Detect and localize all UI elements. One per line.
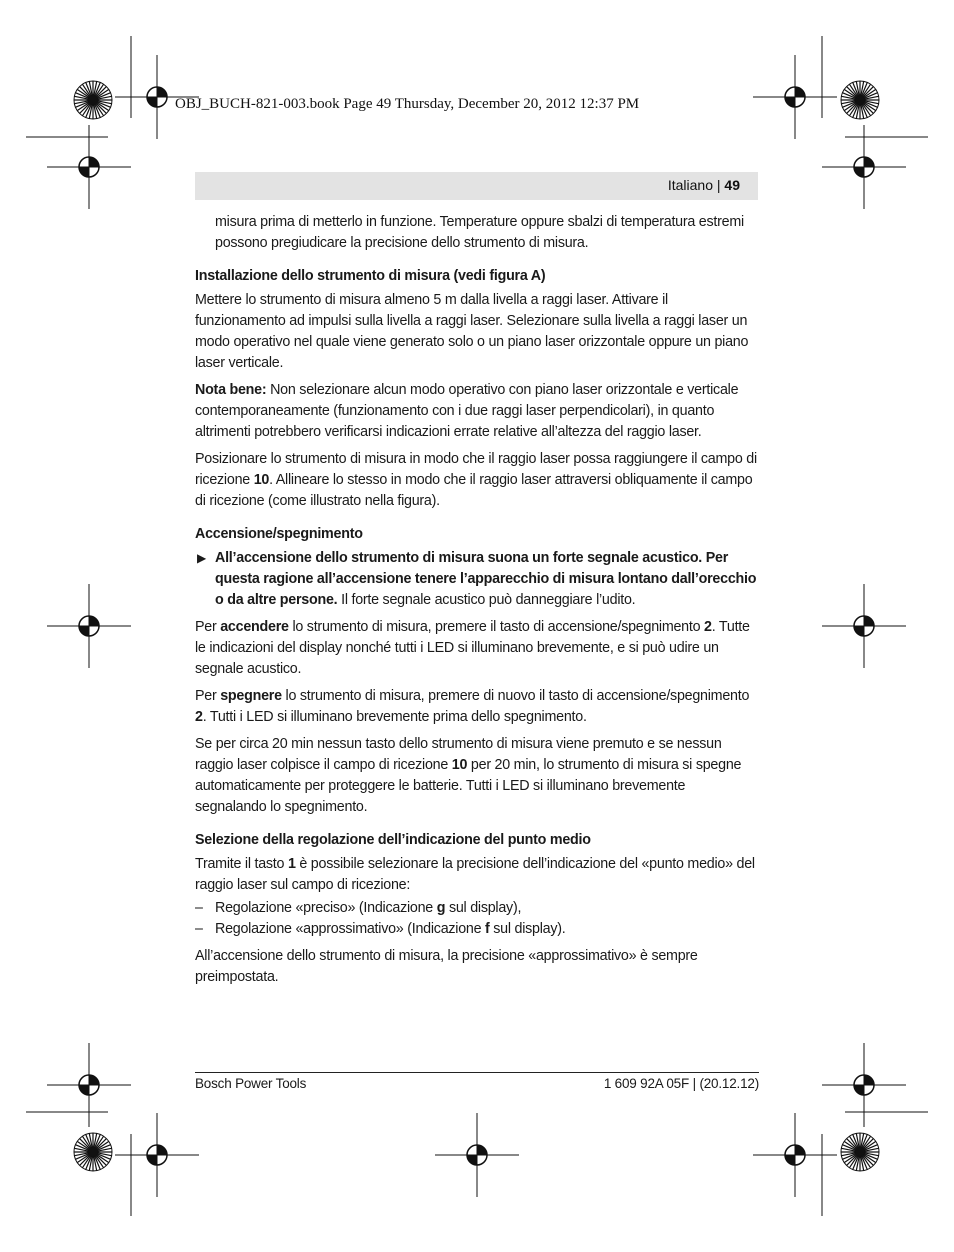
triangle-bullet-icon: ▶ [197, 551, 206, 565]
paragraph-midpoint: Tramite il tasto 1 è possibile selezionare la precisione dell’indicazione del «punto medio» del raggio laser sul campo di ricezione: [195, 856, 755, 893]
footer-divider [195, 1072, 759, 1073]
paragraph-power-off: Per spegnere lo strumento di misura, premere di nuovo il tasto di accensione/spegnimento 2. Tutti i LED si illuminano brevemente prima dello spegnimento. [195, 688, 750, 725]
section-heading-power: Accensione/spegnimento [195, 526, 363, 542]
paragraph-auto-off: Se per circa 20 min nessun tasto dello strumento di misura viene premuto e se nessun raggio laser colpisce il campo di ricezione 10 per 20 min, lo strumento di misura si spegne automaticamente per proteggere le batterie. Tutti i LED si illuminano brevemente segnalando lo spegnimento. [195, 736, 742, 815]
list-item: – Regolazione «approssimativo» (Indicazione f sul display). [195, 921, 566, 937]
note-label: Nota bene: [195, 382, 267, 398]
section-heading-installation: Installazione dello strumento di misura (vedi figura A) [195, 268, 546, 284]
paragraph-note: Nota bene: Non selezionare alcun modo operativo con piano laser orizzontale e verticale contemporaneamente (funzionamento con i due raggi laser perpendicolari), in quanto altrimenti potrebbero verificarsi indicazioni errate relative all’altezza del raggio laser. [195, 382, 739, 440]
section-heading-midpoint: Selezione della regolazione dell’indicazione del punto medio [195, 832, 591, 848]
footer-doc-number: 1 609 92A 05F | (20.12.12) [603, 1076, 759, 1091]
print-slug: OBJ_BUCH-821-003.book Page 49 Thursday, December 20, 2012 12:37 PM [175, 96, 640, 112]
header-separator: | [716, 177, 721, 193]
header-text [668, 177, 740, 193]
page-number: 49 [724, 177, 740, 193]
paragraph-default-precision: All’accensione dello strumento di misura, la precisione «approssimativo» è sempre preimpostata. [195, 948, 698, 985]
paragraph-installation: Mettere lo strumento di misura almeno 5 m dalla livella a raggi laser. Attivare il funzionamento ad impulsi sulla livella a raggi laser. Selezionare sulla livella a raggi laser un modo operativo nel quale viene generato solo o un piano laser orizzontale oppure un piano laser verticale. [195, 292, 749, 371]
paragraph-power-on: Per accendere lo strumento di misura, premere il tasto di accensione/spegnimento 2. Tutte le indicazioni del display nonché tutti i LED si illuminano brevemente, e si può udire un segnale acustico. [195, 619, 750, 677]
paragraph-positioning: Posizionare lo strumento di misura in modo che il raggio laser possa raggiungere il campo di ricezione 10. Allineare lo stesso in modo che il raggio laser attraversi obliquamente il campo di ricezione (come illustrato nella figura). [195, 451, 757, 509]
intro-paragraph: misura prima di metterlo in funzione. Temperature oppure sbalzi di temperatura estremi possono pregiudicare la precisione dello strumento di misura. [215, 214, 744, 251]
list-item: – Regolazione «preciso» (Indicazione g sul display), [195, 900, 522, 916]
main-content [195, 212, 759, 994]
footer-brand: Bosch Power Tools [195, 1076, 307, 1091]
page-header [195, 172, 758, 200]
warning-item: ▶ All’accensione dello strumento di misura suona un forte segnale acustico. Per questa ragione all’accensione tenere l’apparecchio di misura lontano dall’orecchio o da altre persone. Il forte segnale acustico può danneggiare l’udito. [197, 550, 757, 608]
header-language: Italiano [667, 177, 713, 193]
